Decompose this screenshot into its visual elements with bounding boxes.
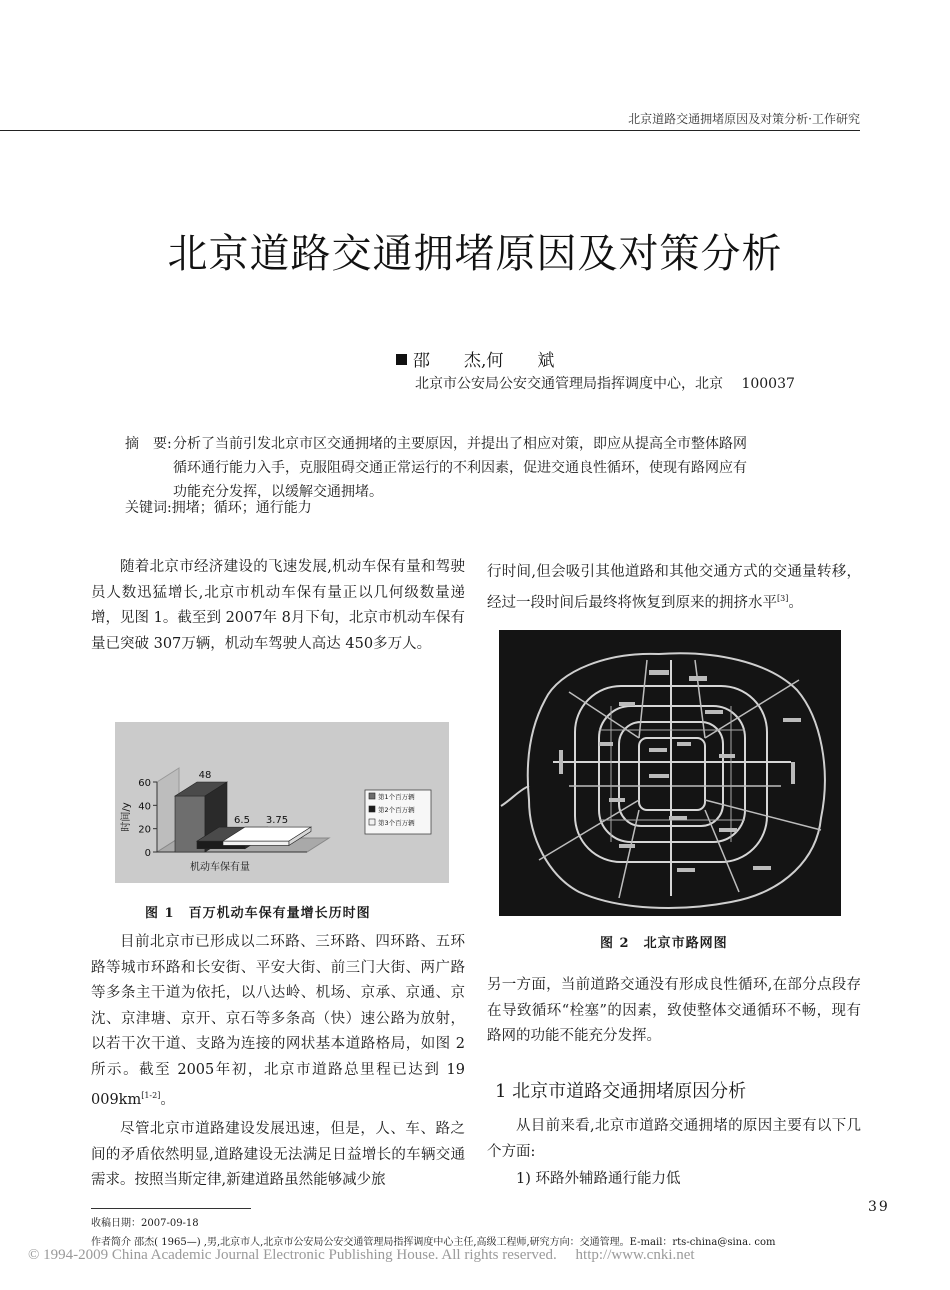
y-tick-label: 60 bbox=[138, 778, 151, 789]
bar-front bbox=[223, 841, 289, 845]
y-tick-label: 40 bbox=[138, 801, 151, 813]
paragraph-text: 随着北京市经济建设的飞速发展,机动车保有量和驾驶员人数迅猛增长,北京市机动车保有量正以几何级数量递增，见图 1。截至到 2007年 8月下旬，北京市机动车保有量已突破 307万辆，机动车驾驶人高达 450多万人。 bbox=[91, 559, 465, 652]
figure-2-caption: 图 2 北京市路网图 bbox=[600, 936, 728, 951]
keywords bbox=[125, 498, 312, 518]
affiliation: 北京市公安局公安交通管理局指挥调度中心，北京 100037 bbox=[415, 376, 795, 392]
header-rule bbox=[0, 130, 860, 131]
figure-1-chart bbox=[115, 722, 449, 883]
footnote-rule bbox=[91, 1208, 251, 1209]
abstract-line: 循环通行能力入手，克服阻碍交通正常运行的不利因素，促进交通良性循环，使现有路网应有 bbox=[173, 460, 747, 476]
road-network-map-image bbox=[499, 630, 841, 916]
article-title: 北京道路交通拥堵原因及对策分析 bbox=[167, 231, 783, 277]
author-footnote: 作者简介 邵杰( 1965—) ,男,北京市人,北京市公安局公安交通管理局指挥调度中心主任,高级工程师,研究方向：交通管理。E-mail：rts-china@sina. com bbox=[91, 1237, 776, 1248]
body-paragraph bbox=[487, 973, 861, 1050]
y-tick-label: 0 bbox=[144, 848, 151, 859]
body-paragraph bbox=[487, 560, 861, 616]
paragraph-end: 。 bbox=[788, 594, 803, 611]
abstract-line: 分析了当前引发北京市区交通拥堵的主要原因，并提出了相应对策，即应从提高全市整体路网 bbox=[173, 436, 747, 452]
data-label: 3.75 bbox=[265, 815, 289, 827]
body-paragraph bbox=[91, 930, 465, 1114]
data-label: 6.5 bbox=[234, 815, 250, 827]
keywords-list: 拥堵；循环；通行能力 bbox=[171, 500, 312, 516]
legend-label: 第2个百万辆 bbox=[378, 806, 415, 814]
list-item-text: 1) 环路外辅路通行能力低 bbox=[516, 1171, 681, 1187]
list-item bbox=[487, 1167, 861, 1193]
author-names: 邵 杰,何 斌 bbox=[413, 351, 555, 371]
body-paragraph bbox=[487, 1114, 861, 1165]
legend-swatch bbox=[369, 806, 375, 812]
abstract-line: 功能充分发挥，以缓解交通拥堵。 bbox=[173, 484, 383, 500]
paragraph-text: 另一方面，当前道路交通没有形成良性循环,在部分点段存在导致循环“栓塞”的因素，致使整体交通循环不畅，现有路网的功能不能充分发挥。 bbox=[487, 977, 861, 1044]
paragraph-end: 。 bbox=[160, 1092, 175, 1108]
body-paragraph bbox=[91, 1117, 465, 1194]
x-axis-label: 机动车保有量 bbox=[190, 862, 250, 873]
authors bbox=[396, 346, 554, 371]
legend-swatch bbox=[369, 793, 375, 799]
legend-swatch bbox=[369, 819, 375, 825]
paragraph-text: 行时间,但会吸引其他道路和其他交通方式的交通量转移，经过一段时间后最终将恢复到原来的拥挤水平 bbox=[487, 564, 861, 611]
citation: [3] bbox=[777, 593, 789, 603]
section-heading: 1 北京市道路交通拥堵原因分析 bbox=[495, 1081, 747, 1102]
body-paragraph bbox=[91, 555, 465, 657]
running-header: 北京道路交通拥堵原因及对策分析·工作研究 bbox=[628, 112, 860, 126]
y-tick-label: 20 bbox=[138, 824, 151, 836]
abstract-label: 摘 要: bbox=[125, 436, 172, 452]
keywords-label: 关键词: bbox=[125, 500, 172, 516]
paragraph-text: 尽管北京市道路建设发展迅速，但是，人、车、路之间的矛盾依然明显,道路建设无法满足日益增长的车辆交通需求。按照当斯定律,新建道路虽然能够减少旅 bbox=[91, 1121, 465, 1188]
paragraph-text: 目前北京市已形成以二环路、三环路、四环路、五环路等城市环路和长安街、平安大街、前三门大街、两广路等多条主干道为依托，以八达岭、机场、京承、京通、京沈、京津塘、京开、京石等多条高（快）速公路为放射，以若干次干道、支路为连接的网状基本道路格局，如图 2所示。截至 2005年初，北京市道路总里程已达到 19 009km bbox=[91, 934, 465, 1108]
page-number: 39 bbox=[868, 1199, 890, 1215]
square-bullet-icon bbox=[396, 354, 407, 365]
data-label: 48 bbox=[198, 770, 212, 781]
legend-label: 第3个百万辆 bbox=[378, 819, 415, 827]
bar-chart bbox=[115, 722, 449, 883]
citation: [1-2] bbox=[141, 1091, 161, 1100]
legend-label: 第1个百万辆 bbox=[378, 793, 415, 801]
paragraph-text: 从目前来看,北京市道路交通拥堵的原因主要有以下几个方面: bbox=[487, 1118, 861, 1160]
received-date: 收稿日期：2007-09-18 bbox=[91, 1218, 199, 1229]
abstract bbox=[125, 432, 845, 504]
figure-2-road-map bbox=[499, 630, 841, 916]
copyright-watermark: © 1994-2009 China Academic Journal Electronic Publishing House. All rights reserved. http://www.cnki.net bbox=[28, 1247, 695, 1263]
figure-1-caption: 图 1 百万机动车保有量增长历时图 bbox=[145, 906, 371, 921]
y-axis-label: 时间/y bbox=[121, 802, 132, 832]
